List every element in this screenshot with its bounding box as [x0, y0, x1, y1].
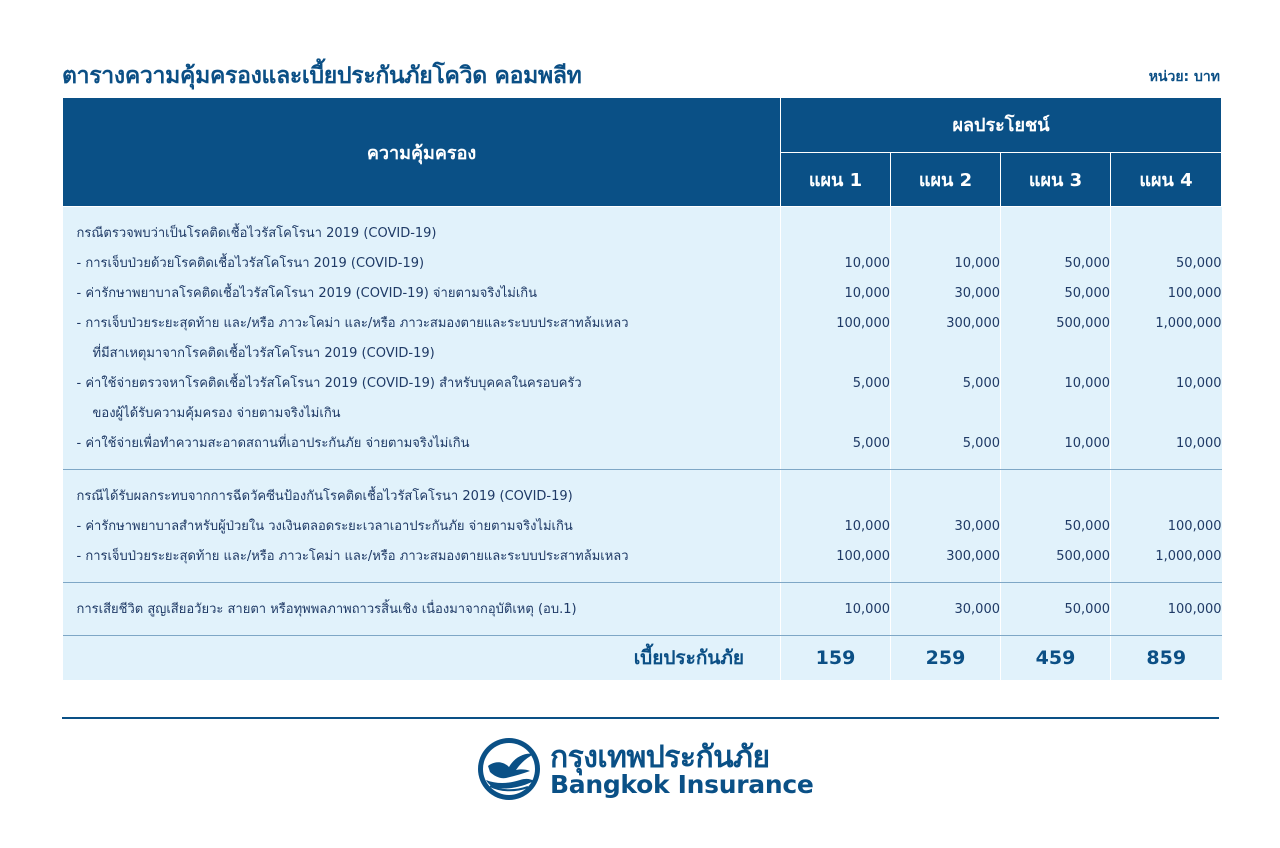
benefit-value	[891, 339, 1000, 369]
logo-thai-name: กรุงเทพประกันภัย	[550, 740, 770, 775]
benefit-value: 1,000,000	[1155, 316, 1222, 331]
footer-divider	[62, 717, 1219, 719]
benefit-value: 100,000	[836, 549, 890, 564]
plan-2-values	[891, 470, 1001, 583]
benefit-value: 100,000	[836, 316, 890, 331]
coverage-line: ที่มีสาเหตุมาจากโรคติดเชื้อไวรัสโคโรนา 2019 (COVID-19)	[92, 346, 435, 361]
benefit-value: 300,000	[946, 549, 1000, 564]
benefit-value: 50,000	[1176, 256, 1222, 271]
benefit-value: 10,000	[1064, 436, 1110, 451]
plan-1-values	[781, 470, 891, 583]
benefit-value	[1001, 219, 1110, 249]
benefit-value	[1111, 339, 1222, 369]
benefit-value: 5,000	[962, 436, 1000, 451]
premium-plan-4: 859	[1111, 636, 1222, 681]
plan-2-values	[891, 207, 1001, 470]
coverage-line: - ค่าใช้จ่ายตรวจหาโรคติดเชื้อไวรัสโคโรนา 2019 (COVID-19) สำหรับบุคคลในครอบครัว	[76, 376, 582, 391]
benefit-value: 50,000	[1064, 602, 1110, 617]
benefit-value: 30,000	[954, 286, 1000, 301]
coverage-line: - การเจ็บป่วยด้วยโรคติดเชื้อไวรัสโคโรนา 2019 (COVID-19)	[76, 256, 425, 271]
benefit-value	[1111, 219, 1222, 249]
premium-plan-1: 159	[781, 636, 891, 681]
benefit-value: 100,000	[1167, 519, 1222, 534]
coverage-line: กรณีได้รับผลกระทบจากการฉีดวัคซีนป้องกันโรคติดเชื้อไวรัสโคโรนา 2019 (COVID-19)	[76, 489, 573, 504]
plan-1-values	[781, 207, 891, 470]
benefit-value	[1111, 399, 1222, 429]
company-logo	[476, 736, 814, 806]
plan-2-values	[891, 583, 1001, 636]
page-title: ตารางความคุ้มครองและเบี้ยประกันภัยโควิด คอมพลีท	[62, 63, 582, 89]
plan-2-header: แผน 2	[891, 152, 1001, 207]
benefit-value: 1,000,000	[1155, 549, 1222, 564]
benefit-value: 10,000	[844, 519, 890, 534]
coverage-section-3	[63, 583, 1222, 636]
benefit-value	[1001, 482, 1110, 512]
benefit-value: 30,000	[954, 519, 1000, 534]
benefit-value: 500,000	[1056, 316, 1110, 331]
section-description	[63, 207, 781, 470]
bird-emblem-icon	[476, 736, 542, 802]
benefit-value	[891, 399, 1000, 429]
benefit-value: 10,000	[1064, 376, 1110, 391]
premium-row	[63, 636, 1222, 681]
benefit-value	[781, 399, 890, 429]
benefit-value	[1001, 339, 1110, 369]
benefit-value	[781, 219, 890, 249]
section-description	[63, 470, 781, 583]
coverage-line: - ค่ารักษาพยาบาลโรคติดเชื้อไวรัสโคโรนา 2019 (COVID-19) จ่ายตามจริงไม่เกิน	[76, 286, 538, 301]
plan-4-header: แผน 4	[1111, 152, 1222, 207]
plan-1-values	[781, 583, 891, 636]
benefit-value: 10,000	[954, 256, 1000, 271]
benefit-value: 100,000	[1167, 602, 1222, 617]
benefit-value: 100,000	[1167, 286, 1222, 301]
premium-plan-2: 259	[891, 636, 1001, 681]
plan-3-values	[1001, 583, 1111, 636]
benefit-value: 5,000	[962, 376, 1000, 391]
plan-4-values	[1111, 207, 1222, 470]
coverage-line: - ค่าใช้จ่ายเพื่อทำความสะอาดสถานที่เอาประกันภัย จ่ายตามจริงไม่เกิน	[76, 436, 470, 451]
coverage-line: - ค่ารักษาพยาบาลสำหรับผู้ป่วยใน วงเงินตลอดระยะเวลาเอาประกันภัย จ่ายตามจริงไม่เกิน	[76, 519, 573, 534]
plan-1-header: แผน 1	[781, 152, 891, 207]
benefit-value	[891, 219, 1000, 249]
benefit-value: 10,000	[844, 286, 890, 301]
plan-4-values	[1111, 470, 1222, 583]
plan-3-header: แผน 3	[1001, 152, 1111, 207]
plan-3-values	[1001, 207, 1111, 470]
benefit-value: 10,000	[1176, 436, 1222, 451]
benefit-value	[781, 482, 890, 512]
coverage-line: - การเจ็บป่วยระยะสุดท้าย และ/หรือ ภาวะโคม่า และ/หรือ ภาวะสมองตายและระบบประสาทล้มเหลว	[76, 549, 629, 564]
plan-4-values	[1111, 583, 1222, 636]
logo-english-name: Bangkok Insurance	[550, 770, 814, 799]
coverage-header: ความคุ้มครอง	[63, 98, 781, 207]
benefit-value: 50,000	[1064, 286, 1110, 301]
benefit-value	[781, 339, 890, 369]
benefit-value: 50,000	[1064, 256, 1110, 271]
benefit-value	[1001, 399, 1110, 429]
premium-plan-3: 459	[1001, 636, 1111, 681]
coverage-line: การเสียชีวิต สูญเสียอวัยวะ สายตา หรือทุพพลภาพถาวรสิ้นเชิง เนื่องมาจากอุบัติเหตุ (อบ.1)	[76, 602, 577, 617]
benefit-value: 300,000	[946, 316, 1000, 331]
coverage-line: กรณีตรวจพบว่าเป็นโรคติดเชื้อไวรัสโคโรนา 2019 (COVID-19)	[76, 226, 437, 241]
plan-3-values	[1001, 470, 1111, 583]
benefit-value: 5,000	[852, 376, 890, 391]
benefit-value	[891, 482, 1000, 512]
benefit-value: 10,000	[1176, 376, 1222, 391]
benefit-value	[1111, 482, 1222, 512]
premium-label: เบี้ยประกันภัย	[63, 636, 781, 681]
coverage-section-1	[63, 207, 1222, 470]
coverage-line: - การเจ็บป่วยระยะสุดท้าย และ/หรือ ภาวะโคม่า และ/หรือ ภาวะสมองตายและระบบประสาทล้มเหลว	[76, 316, 629, 331]
benefit-value: 50,000	[1064, 519, 1110, 534]
coverage-table	[62, 97, 1222, 680]
benefit-value: 500,000	[1056, 549, 1110, 564]
unit-label: หน่วย: บาท	[1148, 69, 1220, 85]
benefits-header: ผลประโยชน์	[781, 98, 1222, 153]
coverage-section-2	[63, 470, 1222, 583]
benefit-value: 10,000	[844, 256, 890, 271]
benefit-value: 5,000	[852, 436, 890, 451]
coverage-line: ของผู้ได้รับความคุ้มครอง จ่ายตามจริงไม่เกิน	[92, 406, 341, 421]
benefit-value: 10,000	[844, 602, 890, 617]
section-description	[63, 583, 781, 636]
benefit-value: 30,000	[954, 602, 1000, 617]
